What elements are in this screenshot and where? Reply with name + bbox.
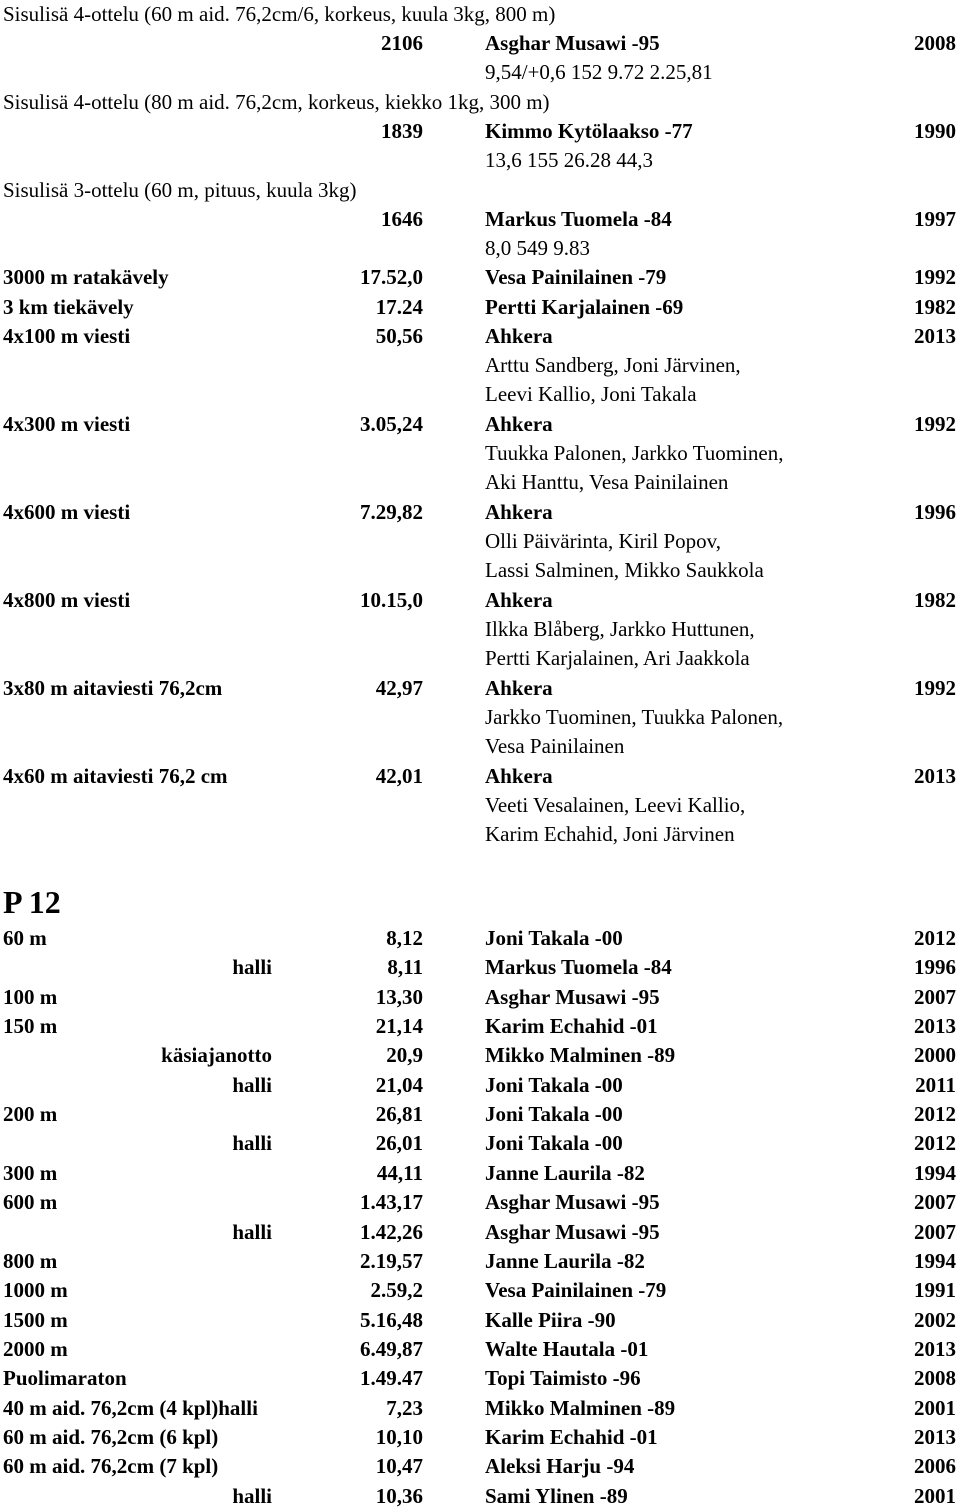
combined-splits: 9,54/+0,6 152 9.72 2.25,81 — [485, 60, 713, 84]
relay-team: Ahkera — [485, 676, 553, 700]
record-event: 2000 m — [3, 1337, 68, 1361]
record-row — [0, 1188, 960, 1217]
record-year: 2001 — [914, 1396, 956, 1420]
record-year: 2001 — [914, 1484, 956, 1508]
relay-team: Ahkera — [485, 500, 553, 524]
record-event: 800 m — [3, 1249, 58, 1273]
record-year: 1994 — [914, 1249, 956, 1273]
record-row — [0, 1100, 960, 1129]
relay-result: 50,56 — [375, 324, 423, 348]
record-row — [0, 983, 960, 1012]
relay-members: Leevi Kallio, Joni Takala — [485, 382, 697, 406]
combined-title: Sisulisä 3-ottelu (60 m, pituus, kuula 3kg) — [3, 178, 357, 202]
record-result: 8,11 — [387, 955, 423, 979]
record-year: 2002 — [914, 1308, 956, 1332]
walk-event: 3 km tiekävely — [3, 295, 134, 319]
record-year: 2013 — [914, 1425, 956, 1449]
combined-result-row — [0, 117, 960, 146]
relay-event: 4x100 m viesti — [3, 324, 131, 348]
relay-row — [0, 762, 960, 791]
record-year: 1996 — [914, 955, 956, 979]
record-result: 10,36 — [375, 1484, 423, 1508]
record-year: 2011 — [915, 1073, 956, 1097]
combined-result-row — [0, 29, 960, 58]
walk-year: 1982 — [914, 295, 956, 319]
record-row — [0, 1041, 960, 1070]
relay-members-row — [0, 820, 960, 849]
record-athlete: Kalle Piira -90 — [485, 1308, 616, 1332]
relay-year: 2013 — [914, 764, 956, 788]
relay-result: 7.29,82 — [360, 500, 423, 524]
record-event: 60 m aid. 76,2cm (6 kpl) — [3, 1425, 219, 1449]
record-row — [0, 1482, 960, 1511]
combined-splits: 8,0 549 9.83 — [485, 236, 590, 260]
section-heading-p12: P 12 — [3, 884, 61, 920]
relay-result: 42,97 — [375, 676, 423, 700]
relay-members: Veeti Vesalainen, Leevi Kallio, — [485, 793, 746, 817]
record-condition: halli — [232, 1131, 272, 1155]
combined-year: 2008 — [914, 31, 956, 55]
record-result: 44,11 — [376, 1161, 423, 1185]
record-event: 150 m — [3, 1014, 58, 1038]
record-year: 2007 — [914, 1190, 956, 1214]
record-row — [0, 924, 960, 953]
record-year: 2000 — [914, 1043, 956, 1067]
relay-members: Arttu Sandberg, Joni Järvinen, — [485, 353, 741, 377]
record-year: 1991 — [914, 1278, 956, 1302]
record-condition: halli — [232, 955, 272, 979]
record-row — [0, 1012, 960, 1041]
record-athlete: Joni Takala -00 — [485, 1073, 623, 1097]
record-row — [0, 1423, 960, 1452]
relay-members-row — [0, 644, 960, 673]
walk-row — [0, 263, 960, 292]
record-event: 40 m aid. 76,2cm (4 kpl)halli — [3, 1396, 258, 1420]
record-event: 1000 m — [3, 1278, 68, 1302]
combined-year: 1990 — [914, 119, 956, 143]
walk-athlete: Pertti Karjalainen -69 — [485, 295, 684, 319]
record-event: 60 m — [3, 926, 47, 950]
record-row — [0, 953, 960, 982]
relay-members: Aki Hanttu, Vesa Painilainen — [485, 470, 729, 494]
combined-splits-row — [0, 234, 960, 263]
record-condition: käsiajanotto — [161, 1043, 272, 1067]
combined-athlete: Asghar Musawi -95 — [485, 31, 660, 55]
record-result: 2.59,2 — [370, 1278, 423, 1302]
combined-title: Sisulisä 4-ottelu (60 m aid. 76,2cm/6, korkeus, kuula 3kg, 800 m) — [3, 2, 556, 26]
combined-splits-row — [0, 58, 960, 87]
record-result: 10,10 — [375, 1425, 423, 1449]
relay-members-row — [0, 380, 960, 409]
record-year: 2007 — [914, 985, 956, 1009]
relay-members: Karim Echahid, Joni Järvinen — [485, 822, 735, 846]
record-athlete: Walte Hautala -01 — [485, 1337, 649, 1361]
record-result: 8,12 — [386, 926, 423, 950]
record-row — [0, 1335, 960, 1364]
record-athlete: Aleksi Harju -94 — [485, 1454, 635, 1478]
record-event: Puolimaraton — [3, 1366, 127, 1390]
combined-title: Sisulisä 4-ottelu (80 m aid. 76,2cm, korkeus, kiekko 1kg, 300 m) — [3, 90, 550, 114]
record-event: 60 m aid. 76,2cm (7 kpl) — [3, 1454, 219, 1478]
relay-team: Ahkera — [485, 764, 553, 788]
record-athlete: Mikko Malminen -89 — [485, 1043, 676, 1067]
relay-members: Tuukka Palonen, Jarkko Tuominen, — [485, 441, 784, 465]
record-year: 2012 — [914, 1131, 956, 1155]
relay-members-row — [0, 439, 960, 468]
record-result: 1.42,26 — [360, 1220, 423, 1244]
record-row — [0, 1071, 960, 1100]
relay-row — [0, 498, 960, 527]
record-row — [0, 1159, 960, 1188]
record-result: 1.49.47 — [360, 1366, 423, 1390]
relay-result: 42,01 — [375, 764, 423, 788]
relay-members: Olli Päivärinta, Kiril Popov, — [485, 529, 722, 553]
combined-title-row — [0, 0, 960, 29]
record-row — [0, 1129, 960, 1158]
record-year: 2012 — [914, 926, 956, 950]
record-event: 300 m — [3, 1161, 58, 1185]
relay-event: 4x60 m aitaviesti 76,2 cm — [3, 764, 228, 788]
record-condition: halli — [232, 1484, 272, 1508]
record-result: 5.16,48 — [360, 1308, 423, 1332]
record-result: 26,81 — [375, 1102, 423, 1126]
relay-members: Lassi Salminen, Mikko Saukkola — [485, 558, 764, 582]
record-result: 20,9 — [386, 1043, 423, 1067]
walk-athlete: Vesa Painilainen -79 — [485, 265, 667, 289]
record-condition: halli — [232, 1220, 272, 1244]
relay-year: 1982 — [914, 588, 956, 612]
walk-year: 1992 — [914, 265, 956, 289]
relay-members: Jarkko Tuominen, Tuukka Palonen, — [485, 705, 784, 729]
record-event: 1500 m — [3, 1308, 68, 1332]
record-result: 6.49,87 — [360, 1337, 423, 1361]
relay-team: Ahkera — [485, 588, 553, 612]
record-athlete: Janne Laurila -82 — [485, 1161, 645, 1185]
record-row — [0, 1306, 960, 1335]
relay-result: 10.15,0 — [360, 588, 423, 612]
relay-result: 3.05,24 — [360, 412, 423, 436]
relay-members-row — [0, 351, 960, 380]
record-athlete: Sami Ylinen -89 — [485, 1484, 628, 1508]
combined-year: 1997 — [914, 207, 956, 231]
relay-members-row — [0, 732, 960, 761]
record-result: 21,14 — [375, 1014, 423, 1038]
walk-event: 3000 m ratakävely — [3, 265, 169, 289]
record-row — [0, 1218, 960, 1247]
record-result: 2.19,57 — [360, 1249, 423, 1273]
relay-year: 1992 — [914, 676, 956, 700]
relay-row — [0, 674, 960, 703]
record-event: 600 m — [3, 1190, 58, 1214]
walk-result: 17.24 — [375, 295, 423, 319]
combined-result-row — [0, 205, 960, 234]
record-athlete: Asghar Musawi -95 — [485, 985, 660, 1009]
relay-members-row — [0, 791, 960, 820]
record-year: 2008 — [914, 1366, 956, 1390]
record-athlete: Joni Takala -00 — [485, 1102, 623, 1126]
relay-members-row — [0, 527, 960, 556]
record-athlete: Asghar Musawi -95 — [485, 1220, 660, 1244]
combined-points: 2106 — [381, 31, 423, 55]
record-condition: halli — [232, 1073, 272, 1097]
relay-team: Ahkera — [485, 324, 553, 348]
record-result: 21,04 — [375, 1073, 423, 1097]
record-athlete: Vesa Painilainen -79 — [485, 1278, 667, 1302]
relay-members: Vesa Painilainen — [485, 734, 625, 758]
walk-result: 17.52,0 — [360, 265, 423, 289]
record-row — [0, 1394, 960, 1423]
combined-title-row — [0, 88, 960, 117]
record-athlete: Joni Takala -00 — [485, 1131, 623, 1155]
relay-team: Ahkera — [485, 412, 553, 436]
walk-row — [0, 293, 960, 322]
record-year: 2007 — [914, 1220, 956, 1244]
record-athlete: Janne Laurila -82 — [485, 1249, 645, 1273]
record-row — [0, 1452, 960, 1481]
record-result: 1.43,17 — [360, 1190, 423, 1214]
record-event: 100 m — [3, 985, 58, 1009]
record-result: 10,47 — [375, 1454, 423, 1478]
combined-athlete: Kimmo Kytölaakso -77 — [485, 119, 693, 143]
record-athlete: Karim Echahid -01 — [485, 1425, 658, 1449]
record-result: 13,30 — [375, 985, 423, 1009]
relay-event: 4x600 m viesti — [3, 500, 131, 524]
record-year: 2006 — [914, 1454, 956, 1478]
record-athlete: Markus Tuomela -84 — [485, 955, 672, 979]
record-athlete: Asghar Musawi -95 — [485, 1190, 660, 1214]
relay-members-row — [0, 615, 960, 644]
combined-athlete: Markus Tuomela -84 — [485, 207, 672, 231]
relay-year: 1992 — [914, 412, 956, 436]
relay-year: 1996 — [914, 500, 956, 524]
record-row — [0, 1247, 960, 1276]
record-result: 7,23 — [386, 1396, 423, 1420]
combined-title-row — [0, 176, 960, 205]
record-year: 2012 — [914, 1102, 956, 1126]
relay-event: 4x300 m viesti — [3, 412, 131, 436]
relay-members: Ilkka Blåberg, Jarkko Huttunen, — [485, 617, 755, 641]
record-athlete: Karim Echahid -01 — [485, 1014, 658, 1038]
combined-points: 1646 — [381, 207, 423, 231]
record-row — [0, 1364, 960, 1393]
relay-row — [0, 322, 960, 351]
relay-members-row — [0, 703, 960, 732]
relay-event: 3x80 m aitaviesti 76,2cm — [3, 676, 223, 700]
record-event: 200 m — [3, 1102, 58, 1126]
record-year: 1994 — [914, 1161, 956, 1185]
relay-event: 4x800 m viesti — [3, 588, 131, 612]
relay-members: Pertti Karjalainen, Ari Jaakkola — [485, 646, 750, 670]
record-athlete: Mikko Malminen -89 — [485, 1396, 676, 1420]
record-row — [0, 1276, 960, 1305]
combined-splits-row — [0, 146, 960, 175]
relay-row — [0, 410, 960, 439]
relay-members-row — [0, 468, 960, 497]
relay-members-row — [0, 556, 960, 585]
record-athlete: Joni Takala -00 — [485, 926, 623, 950]
relay-row — [0, 586, 960, 615]
record-athlete: Topi Taimisto -96 — [485, 1366, 641, 1390]
record-year: 2013 — [914, 1337, 956, 1361]
combined-points: 1839 — [381, 119, 423, 143]
combined-splits: 13,6 155 26.28 44,3 — [485, 148, 653, 172]
relay-year: 2013 — [914, 324, 956, 348]
record-result: 26,01 — [375, 1131, 423, 1155]
record-year: 2013 — [914, 1014, 956, 1038]
